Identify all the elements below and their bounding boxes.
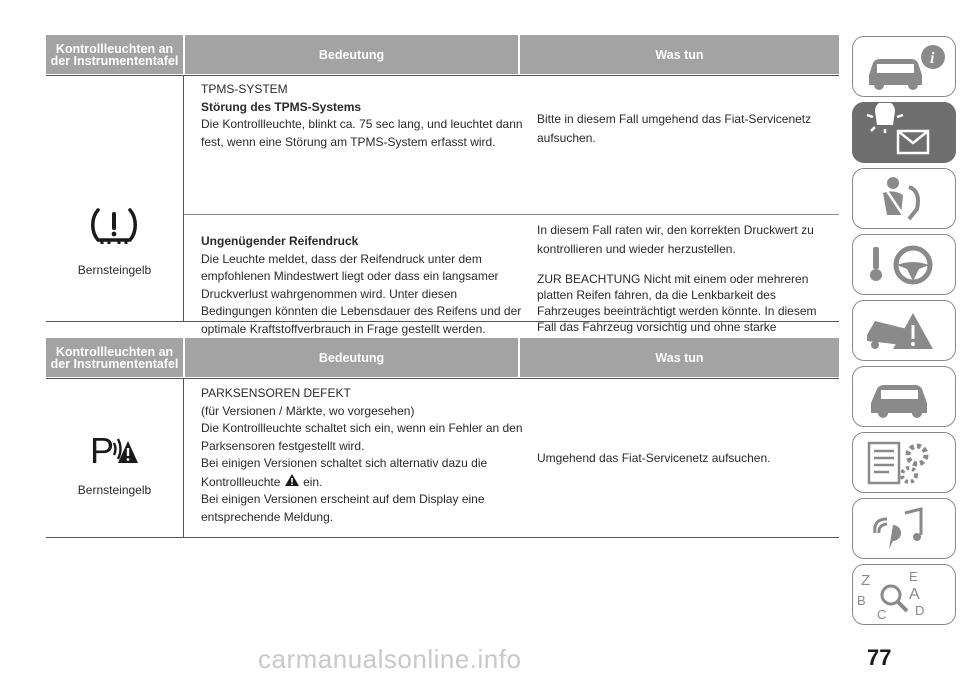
header-action: Was tun (520, 338, 839, 377)
maintenance-icon (853, 367, 957, 428)
tpms-text: Die Kontrollleuchte, blinkt ca. 75 sec lang, und leuchtet dann fest, wenn eine Störung am TPMS-System erfasst wird. (201, 117, 523, 149)
header-lamps: Kontrollleuchten an der Instrumententafel (46, 35, 183, 74)
sidebar-item-multimedia[interactable] (852, 498, 956, 559)
svg-text:A: A (909, 586, 920, 603)
low-pressure-action1: In diesem Fall raten wir, den korrekten Druckwert zu kontrollieren und wieder herzustellen. (537, 223, 814, 256)
park-text: Die Kontrollleuchte schaltet sich ein, wenn ein Fehler an den Parksensoren festgestellt wird. (201, 421, 523, 453)
svg-text:i: i (930, 50, 935, 67)
starting-driving-icon (853, 235, 957, 296)
svg-text:D: D (915, 603, 925, 618)
table-body (46, 75, 839, 336)
park-versions: (für Versionen / Märkte, wo vorgesehen) (201, 403, 415, 418)
svg-text:P: P (90, 430, 115, 471)
table-park-sensors (46, 338, 839, 538)
meaning-low-pressure (201, 233, 531, 338)
header-action: Was tun (520, 35, 839, 74)
lamp-cell (46, 379, 184, 537)
svg-text:E: E (909, 569, 918, 584)
index-icon (853, 565, 957, 626)
warning-triangle-icon (284, 473, 300, 487)
low-pressure-action2: ZUR BEACHTUNG Nicht mit einem oder mehreren platten Reifen fahren, da die Lenkbarkeit des Fahrzeuges beeinträchtigt werden könnte. In diesem Fall das Fahrzeug vorsichtig und ohne starke (537, 272, 817, 334)
lamp-color-label: Bernsteingelb (77, 483, 152, 497)
action-low-pressure (537, 221, 837, 351)
emergency-icon (853, 301, 957, 362)
action-park-sensors: Umgehend das Fiat-Servicenetz aufsuchen. (537, 451, 771, 465)
warning-lights-icon (853, 103, 957, 164)
header-lamps: Kontrollleuchten an der Instrumententafel (46, 338, 183, 377)
header-meaning: Bedeutung (185, 338, 518, 377)
park-display-text: Bei einigen Versionen erscheint auf dem Display eine entsprechende Meldung. (201, 492, 485, 524)
car-info-icon (853, 37, 957, 98)
technical-data-icon (853, 433, 957, 494)
multimedia-icon (853, 499, 957, 560)
park-sensor-warning-icon (88, 427, 140, 471)
table-header (46, 35, 839, 74)
table-tpms (46, 35, 839, 336)
sidebar-item-index[interactable] (852, 564, 956, 625)
sidebar-item-maintenance[interactable] (852, 366, 956, 427)
tpms-title: TPMS-SYSTEM (201, 82, 288, 96)
lamp-color-label: Bernsteingelb (77, 263, 152, 277)
sidebar-item-emergency[interactable] (852, 300, 956, 361)
header-meaning: Bedeutung (185, 35, 518, 74)
sidebar-item-car-info[interactable] (852, 36, 956, 97)
tpms-warning-icon (88, 204, 140, 248)
park-alt-text (201, 455, 531, 491)
meaning-tpms-fault (201, 81, 526, 151)
sidebar-item-warning-lights[interactable] (852, 102, 956, 163)
low-pressure-text: Die Leuchte meldet, dass der Reifendruck unter dem empfohlenen Mindestwert liegt oder dass ein langsamer Druckverlust wahrgenommen wird. Unter diesen Bedingungen könnten die Lebensdauer des Reifens und der optimale Kraftstoffverbrauch in Frage gestellt werden. (201, 251, 522, 336)
tpms-subtitle: Störung des TPMS-Systems (201, 99, 362, 114)
park-alt-text-b: ein. (303, 474, 323, 489)
table-body (46, 378, 839, 538)
page-number: 77 (867, 645, 892, 670)
svg-text:B: B (857, 593, 866, 608)
safety-icon (853, 169, 957, 230)
low-pressure-subtitle: Ungenügender Reifendruck (201, 234, 359, 248)
row-divider (184, 214, 839, 215)
lamp-cell (46, 76, 184, 321)
svg-text:Z: Z (861, 572, 871, 589)
park-title: PARKSENSOREN DEFEKT (201, 386, 351, 400)
watermark: carmanualsonline.info (258, 644, 522, 674)
svg-text:C: C (877, 607, 887, 622)
meaning-park-sensors (201, 385, 531, 526)
table-header (46, 338, 839, 377)
action-tpms-fault: Bitte in diesem Fall umgehend das Fiat-Servicenetz aufsuchen. (537, 112, 812, 145)
sidebar-item-safety[interactable] (852, 168, 956, 229)
park-alt-text-a: Bei einigen Versionen schaltet sich alternativ dazu die Kontrollleuchte (201, 456, 488, 489)
sidebar-item-technical-data[interactable] (852, 432, 956, 493)
sidebar-item-starting-driving[interactable] (852, 234, 956, 295)
